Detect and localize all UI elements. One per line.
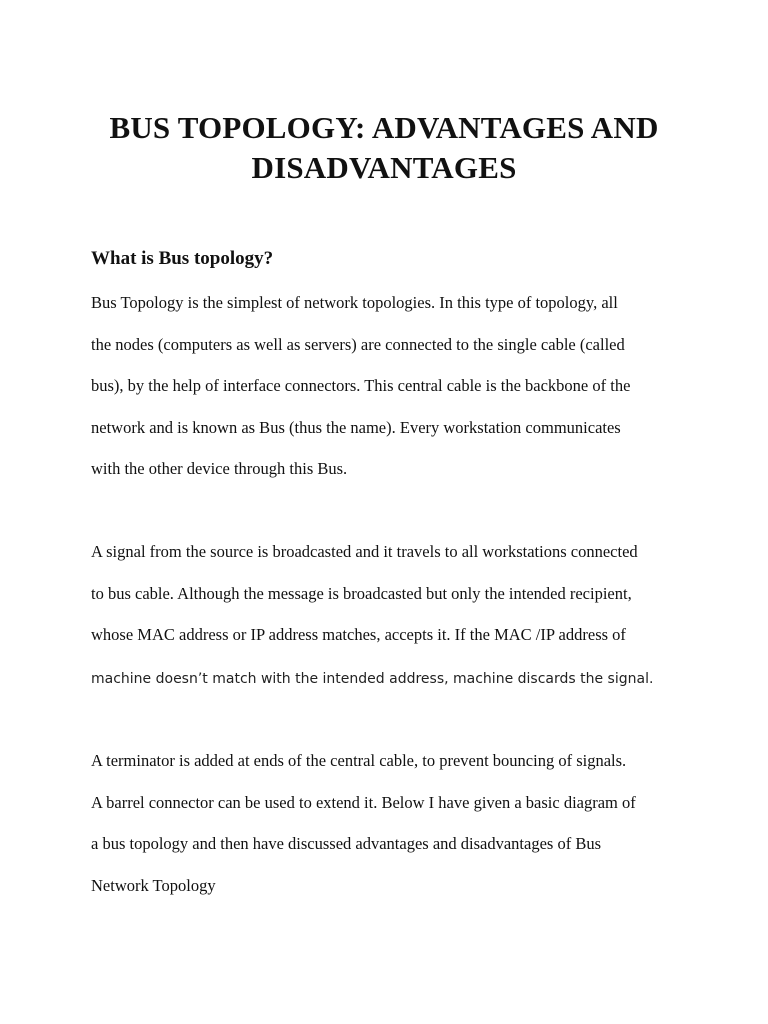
title-line-1: BUS TOPOLOGY: ADVANTAGES AND (109, 110, 659, 145)
paragraph-1-line-3: bus), by the help of interface connectors. This central cable is the backbone of the (91, 376, 631, 395)
paragraph-1-line-1: Bus Topology is the simplest of network topologies. In this type of topology, all (91, 293, 618, 312)
paragraph-3-line-3: a bus topology and then have discussed advantages and disadvantages of Bus (91, 834, 602, 853)
paragraph-2-line-3: whose MAC address or IP address matches, accepts it. If the MAC /IP address of (91, 625, 626, 644)
paragraph-2-line-4: machine doesn’t match with the intended address, machine discards the signal. (91, 671, 654, 687)
paragraph-3-line-1: A terminator is added at ends of the central cable, to prevent bouncing of signals. (91, 751, 627, 770)
paragraph-1-line-5: with the other device through this Bus. (91, 459, 348, 478)
paragraph-2-line-1: A signal from the source is broadcasted and it travels to all workstations connected (91, 542, 638, 561)
paragraph-2-line-2: to bus cable. Although the message is broadcasted but only the intended recipient, (91, 584, 632, 603)
section-heading: What is Bus topology? (91, 248, 274, 269)
paragraph-3-line-2: A barrel connector can be used to extend it. Below I have given a basic diagram of (91, 793, 636, 812)
title-line-2: DISADVANTAGES (251, 150, 517, 185)
document-title (60, 108, 708, 188)
paragraph-1-line-4: network and is known as Bus (thus the name). Every workstation communicates (91, 418, 621, 437)
paragraph-1-line-2: the nodes (computers as well as servers) are connected to the single cable (called (91, 335, 625, 354)
paragraph-3-line-4: Network Topology (91, 876, 216, 895)
